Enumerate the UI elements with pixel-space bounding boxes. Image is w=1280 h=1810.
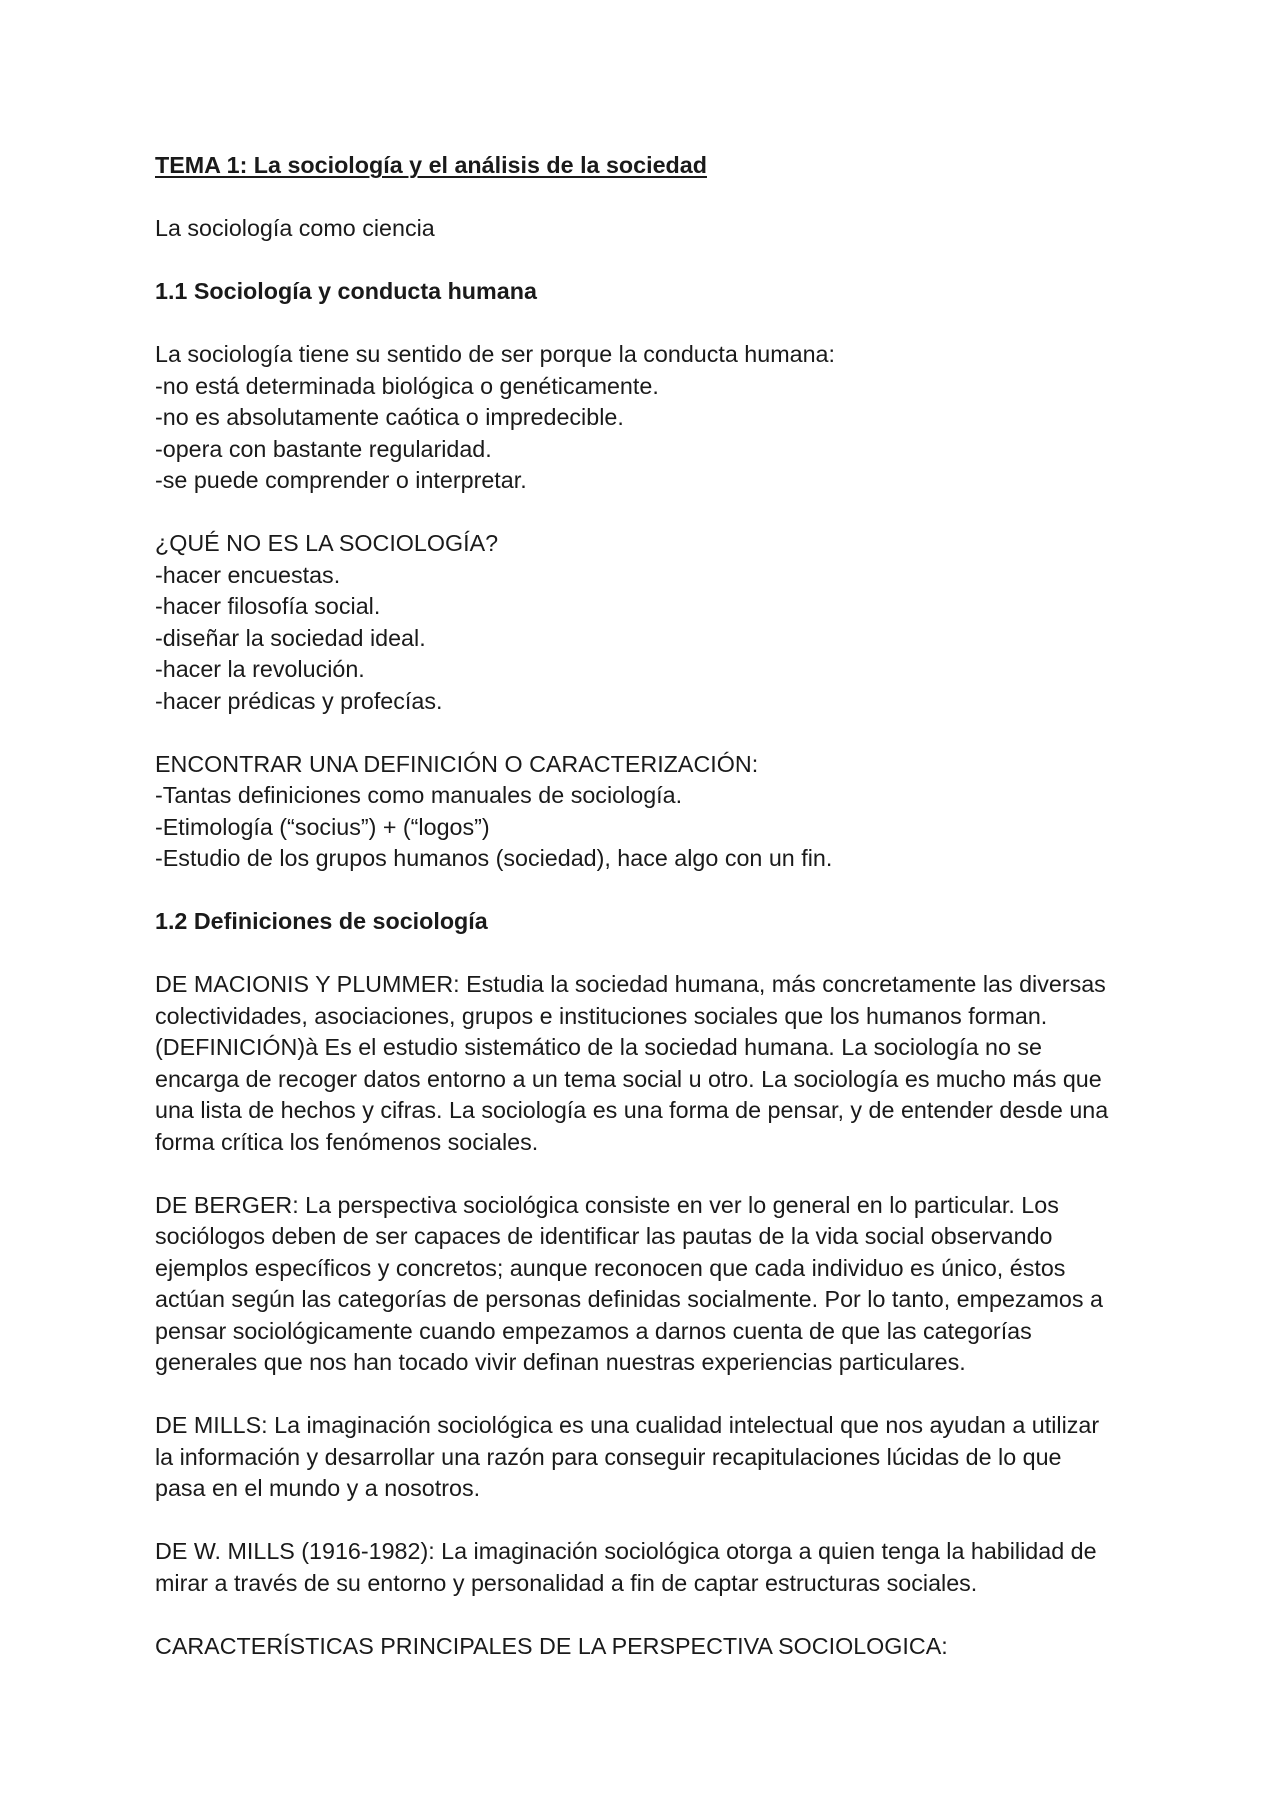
paragraph-line: DE MILLS: La imaginación sociológica es una cualidad intelectual que nos ayudan a utilizar [155,1412,1100,1438]
spacer [155,182,1135,214]
list-item: -Estudio de los grupos humanos (sociedad), hace algo con un fin. [155,845,833,871]
berger-paragraph [155,1190,1135,1379]
document-subtitle: La sociología como ciencia [155,215,435,241]
list-item: -hacer encuestas. [155,561,341,588]
section-1-2-heading: 1.2 Definiciones de sociología [155,908,488,934]
list-item: -Etimología (“socius”) + (“logos”) [155,813,490,840]
document-title: TEMA 1: La sociología y el análisis de la sociedad [155,152,707,178]
spacer [155,1158,1135,1190]
paragraph-line: DE W. MILLS (1916-1982): La imaginación sociológica otorga a quien tenga la habilidad de [155,1538,1097,1564]
section-1-1-heading: 1.1 Sociología y conducta humana [155,278,537,304]
list-item: -hacer filosofía social. [155,593,381,619]
macionis-paragraph [155,969,1135,1158]
paragraph-line: sociólogos deben de ser capaces de identificar las pautas de la vida social observando [155,1223,1053,1249]
paragraph-line: actúan según las categorías de personas definidas socialmente. Por lo tanto, empezamos a [155,1286,1103,1312]
spacer [155,875,1135,907]
paragraph-line: generales que nos han tocado vivir definan nuestras experiencias particulares. [155,1349,966,1375]
definicion-heading: ENCONTRAR UNA DEFINICIÓN O CARACTERIZACIÓN: [155,750,759,777]
list-item: -se puede comprender o interpretar. [155,467,527,493]
w-mills-paragraph [155,1536,1135,1599]
paragraph-line: ejemplos específicos y concretos; aunque reconocen que cada individuo es único, éstos [155,1254,1066,1281]
paragraph-line: la información y desarrollar una razón para conseguir recapitulaciones lúcidas de lo que [155,1443,1062,1470]
paragraph-line: encarga de recoger datos entorno a un tema social u otro. La sociología es mucho más que [155,1065,1102,1092]
list-item: -diseñar la sociedad ideal. [155,624,426,651]
que-no-es-heading: ¿QUÉ NO ES LA SOCIOLOGÍA? [155,530,499,556]
document-page [155,150,1135,1662]
paragraph-line: pasa en el mundo y a nosotros. [155,1475,481,1501]
mills-paragraph [155,1410,1135,1505]
paragraph-line: colectividades, asociaciones, grupos e instituciones sociales que los humanos forman. [155,1002,1048,1029]
paragraph-line: (DEFINICIÓN)à Es el estudio sistemático de la sociedad humana. La sociología no se [155,1034,1043,1060]
caracteristicas-heading: CARACTERÍSTICAS PRINCIPALES DE LA PERSPECTIVA SOCIOLOGICA: [155,1632,948,1659]
spacer [155,717,1135,749]
spacer [155,1505,1135,1537]
list-item: -no está determinada biológica o genéticamente. [155,372,659,399]
spacer [155,1599,1135,1631]
paragraph-line: mirar a través de su entorno y personalidad a fin de captar estructuras sociales. [155,1569,978,1596]
paragraph-line: DE MACIONIS Y PLUMMER: Estudia la sociedad humana, más concretamente las diversas [155,971,1106,997]
spacer [155,497,1135,529]
list-item: -opera con bastante regularidad. [155,435,492,462]
paragraph-line: pensar sociológicamente cuando empezamos a darnos cuenta de que las categorías [155,1317,1032,1344]
spacer [155,308,1135,340]
paragraph-line: DE BERGER: La perspectiva sociológica consiste en ver lo general en lo particular. Los [155,1191,1059,1218]
section-1-1-intro: La sociología tiene su sentido de ser porque la conducta humana: [155,341,835,367]
list-item: -Tantas definiciones como manuales de sociología. [155,782,683,808]
list-item: -no es absolutamente caótica o impredecible. [155,404,624,430]
spacer [155,245,1135,277]
list-item: -hacer prédicas y profecías. [155,687,443,714]
paragraph-line: una lista de hechos y cifras. La sociología es una forma de pensar, y de entender desde una [155,1097,1109,1123]
spacer [155,938,1135,970]
paragraph-line: forma crítica los fenómenos sociales. [155,1128,539,1155]
spacer [155,1379,1135,1411]
list-item: -hacer la revolución. [155,656,365,682]
